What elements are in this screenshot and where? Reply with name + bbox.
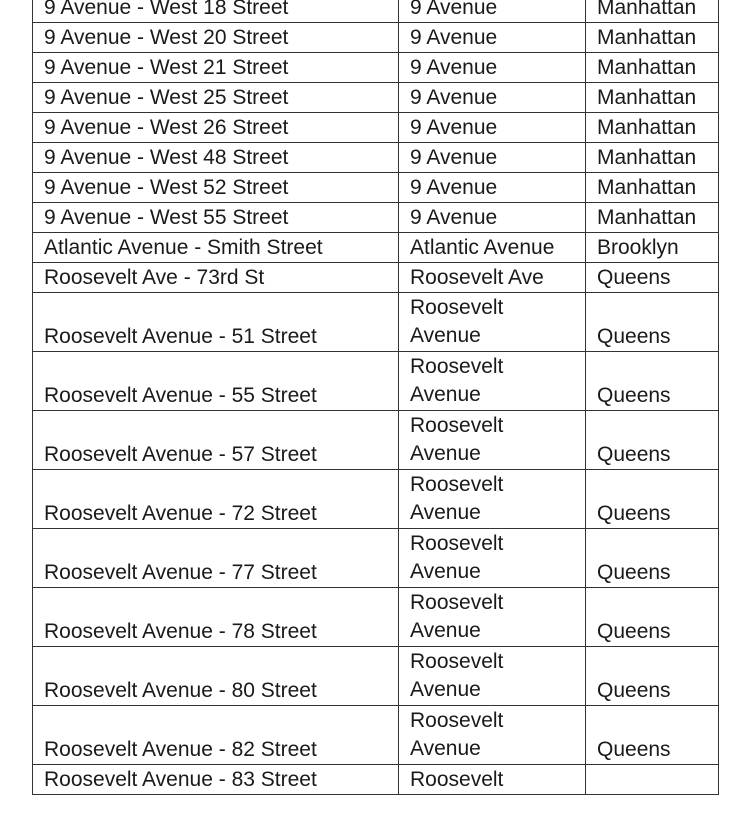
avenue-line: Roosevelt [410,532,504,555]
avenue-line: Roosevelt [410,768,504,791]
avenue-cell [399,352,586,411]
avenue-cell [399,263,586,293]
table-row [33,0,719,23]
borough-cell: Queens [586,588,719,647]
table-row [33,588,719,647]
locations-table [32,0,719,795]
avenue-line: Avenue [410,560,481,583]
borough-cell: Manhattan [586,143,719,173]
avenue-line: Avenue [410,501,481,524]
table-row [33,203,719,233]
borough-cell: Manhattan [586,83,719,113]
avenue-line: Roosevelt [410,414,504,437]
borough-cell: Queens [586,411,719,470]
avenue-cell [399,113,586,143]
avenue-line: 9 Avenue [410,56,498,79]
avenue-cell [399,173,586,203]
street-cell: Roosevelt Avenue - 80 Street [33,647,399,706]
avenue-line: 9 Avenue [410,0,498,19]
borough-cell: Queens [586,706,719,765]
borough-cell: Queens [586,263,719,293]
avenue-cell [399,470,586,529]
avenue-line: Atlantic Avenue [410,236,555,259]
avenue-line: 9 Avenue [410,206,498,229]
avenue-cell [399,647,586,706]
avenue-line: 9 Avenue [410,146,498,169]
street-cell: Roosevelt Avenue - 55 Street [33,352,399,411]
table-row [33,233,719,263]
avenue-line: Avenue [410,442,481,465]
avenue-cell [399,203,586,233]
street-cell: 9 Avenue - West 55 Street [33,203,399,233]
avenue-cell [399,588,586,647]
avenue-cell [399,529,586,588]
avenue-line: Avenue [410,619,481,642]
table-row [33,706,719,765]
avenue-line: Roosevelt [410,591,504,614]
avenue-line: Avenue [410,737,481,760]
avenue-cell [399,293,586,352]
street-cell: Roosevelt Avenue - 78 Street [33,588,399,647]
avenue-cell [399,706,586,765]
borough-cell: Manhattan [586,0,719,23]
table-row [33,83,719,113]
avenue-line: Roosevelt [410,650,504,673]
street-cell: Atlantic Avenue - Smith Street [33,233,399,263]
avenue-cell [399,0,586,23]
avenue-line: Avenue [410,678,481,701]
street-cell: Roosevelt Avenue - 72 Street [33,470,399,529]
table-row [33,647,719,706]
borough-cell: Manhattan [586,53,719,83]
borough-cell: Queens [586,470,719,529]
table-row [33,352,719,411]
avenue-cell [399,23,586,53]
borough-cell: Manhattan [586,203,719,233]
table-row [33,765,719,795]
table-row [33,173,719,203]
street-cell: 9 Avenue - West 48 Street [33,143,399,173]
table-row [33,263,719,293]
avenue-cell [399,53,586,83]
borough-cell: Queens [586,647,719,706]
borough-cell: Brooklyn [586,233,719,263]
table-row [33,293,719,352]
street-cell: Roosevelt Avenue - 77 Street [33,529,399,588]
borough-cell: Manhattan [586,23,719,53]
street-cell: 9 Avenue - West 21 Street [33,53,399,83]
street-cell: Roosevelt Ave - 73rd St [33,263,399,293]
avenue-line: 9 Avenue [410,26,498,49]
borough-cell: Manhattan [586,173,719,203]
street-cell: Roosevelt Avenue - 57 Street [33,411,399,470]
street-cell: Roosevelt Avenue - 51 Street [33,293,399,352]
table-row [33,411,719,470]
avenue-cell [399,143,586,173]
street-cell: 9 Avenue - West 52 Street [33,173,399,203]
street-cell: 9 Avenue - West 20 Street [33,23,399,53]
avenue-line: Roosevelt [410,355,504,378]
borough-cell: Queens [586,293,719,352]
street-cell: Roosevelt Avenue - 83 Street [33,765,399,795]
street-cell: 9 Avenue - West 25 Street [33,83,399,113]
avenue-line: Avenue [410,324,481,347]
avenue-line: 9 Avenue [410,116,498,139]
street-cell: 9 Avenue - West 18 Street [33,0,399,23]
table-row [33,143,719,173]
street-cell: 9 Avenue - West 26 Street [33,113,399,143]
table-body [33,0,719,795]
avenue-line: 9 Avenue [410,86,498,109]
table-row [33,23,719,53]
avenue-line: Roosevelt [410,473,504,496]
table-row [33,53,719,83]
avenue-line: Roosevelt [410,709,504,732]
avenue-cell [399,765,586,795]
borough-cell [586,765,719,795]
borough-cell: Queens [586,352,719,411]
table-row [33,529,719,588]
borough-cell: Manhattan [586,113,719,143]
avenue-cell [399,83,586,113]
avenue-line: Roosevelt [410,296,504,319]
avenue-line: Avenue [410,383,481,406]
table-row [33,470,719,529]
table-row [33,113,719,143]
avenue-line: Roosevelt Ave [410,266,544,289]
street-cell: Roosevelt Avenue - 82 Street [33,706,399,765]
avenue-cell [399,411,586,470]
avenue-line: 9 Avenue [410,176,498,199]
avenue-cell [399,233,586,263]
borough-cell: Queens [586,529,719,588]
